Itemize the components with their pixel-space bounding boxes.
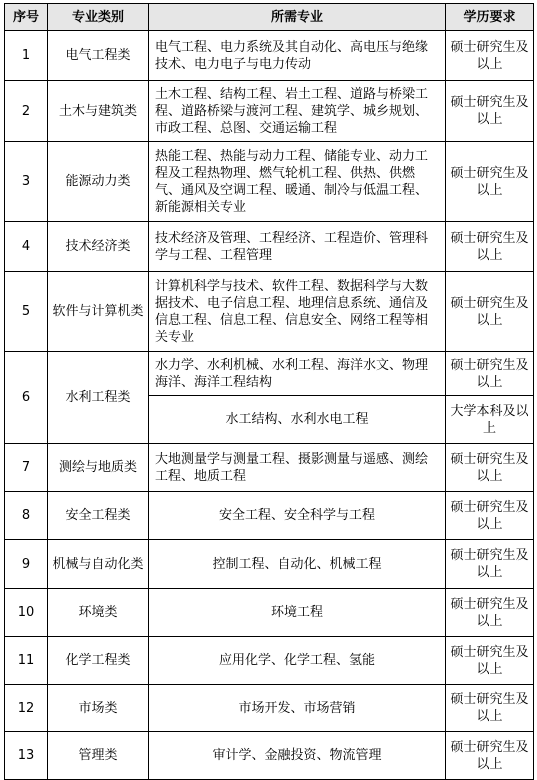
row-degree: 硕士研究生及以上 <box>446 222 534 272</box>
table-row <box>5 142 534 222</box>
table-row <box>5 637 534 685</box>
row-no: 5 <box>5 272 48 352</box>
row-degree-secondary: 大学本科及以上 <box>446 396 534 444</box>
row-major: 土木工程、结构工程、岩土工程、道路与桥梁工程、道路桥梁与渡河工程、建筑学、城乡规划、市政工程、总图、交通运输工程 <box>149 81 446 142</box>
row-degree: 硕士研究生及以上 <box>446 540 534 589</box>
row-major: 技术经济及管理、工程经济、工程造价、管理科学与工程、工程管理 <box>149 222 446 272</box>
table-row <box>5 732 534 780</box>
row-category: 技术经济类 <box>48 222 149 272</box>
majors-table <box>4 3 534 780</box>
row-major-secondary: 水工结构、水利水电工程 <box>149 396 446 444</box>
row-major: 热能工程、热能与动力工程、储能专业、动力工程及工程热物理、燃气轮机工程、供热、供燃气、通风及空调工程、暖通、制冷与低温工程、新能源相关专业 <box>149 142 446 222</box>
table-row <box>5 540 534 589</box>
row-no: 13 <box>5 732 48 780</box>
table-row <box>5 272 534 352</box>
row-major: 安全工程、安全科学与工程 <box>149 492 446 540</box>
row-major: 计算机科学与技术、软件工程、数据科学与大数据技术、电子信息工程、地理信息系统、通信及信息工程、信息工程、信息安全、网络工程等相关专业 <box>149 272 446 352</box>
row-category: 软件与计算机类 <box>48 272 149 352</box>
row-category: 管理类 <box>48 732 149 780</box>
row-major: 控制工程、自动化、机械工程 <box>149 540 446 589</box>
row-degree: 硕士研究生及以上 <box>446 142 534 222</box>
row-no: 12 <box>5 685 48 732</box>
row-no: 9 <box>5 540 48 589</box>
row-major: 大地测量学与测量工程、摄影测量与遥感、测绘工程、地质工程 <box>149 444 446 492</box>
table-row <box>5 492 534 540</box>
row-no: 1 <box>5 31 48 81</box>
row-degree: 硕士研究生及以上 <box>446 589 534 637</box>
row-major: 水力学、水利机械、水利工程、海洋水文、物理海洋、海洋工程结构 <box>149 352 446 396</box>
header-row <box>5 4 534 31</box>
row-major: 环境工程 <box>149 589 446 637</box>
row-no: 7 <box>5 444 48 492</box>
row-no: 2 <box>5 81 48 142</box>
row-category: 土木与建筑类 <box>48 81 149 142</box>
row-degree: 硕士研究生及以上 <box>446 31 534 81</box>
row-no: 11 <box>5 637 48 685</box>
row-degree: 硕士研究生及以上 <box>446 81 534 142</box>
row-degree: 硕士研究生及以上 <box>446 492 534 540</box>
row-degree: 硕士研究生及以上 <box>446 352 534 396</box>
header-category: 专业类别 <box>48 4 149 31</box>
row-no: 4 <box>5 222 48 272</box>
row-category: 测绘与地质类 <box>48 444 149 492</box>
row-no: 6 <box>5 352 48 444</box>
table-row <box>5 81 534 142</box>
row-category: 安全工程类 <box>48 492 149 540</box>
row-no: 8 <box>5 492 48 540</box>
table-row <box>5 589 534 637</box>
table-row <box>5 444 534 492</box>
row-degree: 硕士研究生及以上 <box>446 444 534 492</box>
row-category: 市场类 <box>48 685 149 732</box>
table-wrapper <box>4 3 534 780</box>
row-category: 水利工程类 <box>48 352 149 444</box>
row-category: 电气工程类 <box>48 31 149 81</box>
row-category: 机械与自动化类 <box>48 540 149 589</box>
row-no: 3 <box>5 142 48 222</box>
row-category: 环境类 <box>48 589 149 637</box>
row-category: 能源动力类 <box>48 142 149 222</box>
table-row <box>5 31 534 81</box>
row-major: 审计学、金融投资、物流管理 <box>149 732 446 780</box>
row-degree: 硕士研究生及以上 <box>446 732 534 780</box>
row-no: 10 <box>5 589 48 637</box>
row-degree: 硕士研究生及以上 <box>446 685 534 732</box>
row-degree: 硕士研究生及以上 <box>446 637 534 685</box>
row-major: 应用化学、化学工程、氢能 <box>149 637 446 685</box>
row-degree: 硕士研究生及以上 <box>446 272 534 352</box>
header-no: 序号 <box>5 4 48 31</box>
row-major: 市场开发、市场营销 <box>149 685 446 732</box>
row-category: 化学工程类 <box>48 637 149 685</box>
header-degree: 学历要求 <box>446 4 534 31</box>
row-major: 电气工程、电力系统及其自动化、高电压与绝缘技术、电力电子与电力传动 <box>149 31 446 81</box>
table-row <box>5 352 534 396</box>
table-row <box>5 222 534 272</box>
header-major: 所需专业 <box>149 4 446 31</box>
table-row <box>5 685 534 732</box>
